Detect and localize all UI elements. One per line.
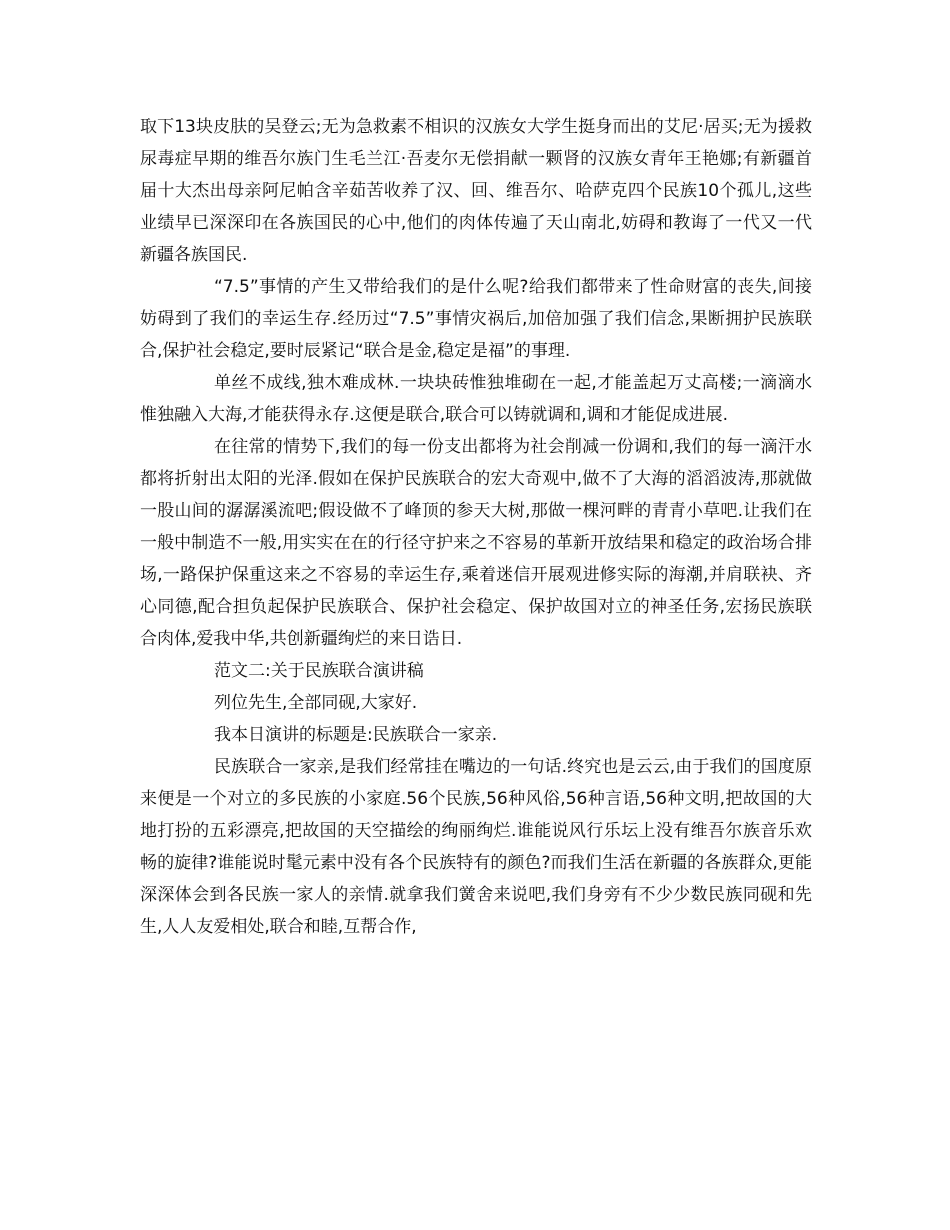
paragraph-1: 取下13块皮肤的吴登云;无为急救素不相识的汉族女大学生挺身而出的艾尼·居买;无为援救尿毒症早期的维吾尔族门生毛兰江·吾麦尔无偿捐献一颗肾的汉族女青年王艳娜;有新疆首届十大杰出母亲阿尼帕含辛茹苦收养了汉、回、维吾尔、哈萨克四个民族10个孤儿,这些业绩早已深深印在各族国民的心中,他们的肉体传遍了天山南北,妨碍和教诲了一代又一代新疆各族国民. (140, 117, 812, 265)
paragraph-4: 在往常的情势下,我们的每一份支出都将为社会削减一份调和,我们的每一滴汗水都将折射出太阳的光泽.假如在保护民族联合的宏大奇观中,做不了大海的滔滔波涛,那就做一股山间的潺潺溪流吧;假设做不了峰顶的参天大树,那做一棵河畔的青青小草吧.让我们在一般中制造不一般,用实实在在的行径守护来之不容易的革新开放结果和稳定的政治场合排场,一路保护保重这来之不容易的幸运生存,乘着迷信开展观进修实际的海潮,并肩联袂、齐心同德,配合担负起保护民族联合、保护社会稳定、保护故国对立的神圣任务,宏扬民族联合肉体,爱我中华,共创新疆绚烂的来日诰日. (140, 437, 812, 649)
document-body (140, 111, 812, 943)
paragraph-3: 单丝不成线,独木难成林.一块块砖惟独堆砌在一起,才能盖起万丈高楼;一滴滴水惟独融入大海,才能获得永存.这便是联合,联合可以铸就调和,调和才能促成进展. (140, 373, 812, 425)
section-heading: 范文二:关于民族联合演讲稿 (214, 661, 424, 681)
paragraph-2: “7.5”事情的产生又带给我们的是什么呢?给我们都带来了性命财富的丧失,间接妨碍到了我们的幸运生存.经历过“7.5”事情灾祸后,加倍加强了我们信念,果断拥护民族联合,保护社会稳定,要时辰紧记“联合是金,稳定是福”的事理. (140, 277, 812, 361)
speech-topic-line: 我本日演讲的标题是:民族联合一家亲. (214, 725, 498, 745)
greeting-line: 列位先生,全部同砚,大家好. (214, 693, 418, 713)
paragraph-8: 民族联合一家亲,是我们经常挂在嘴边的一句话.终究也是云云,由于我们的国度原来便是一个对立的多民族的小家庭.56个民族,56种风俗,56种言语,56种文明,把故国的大地打扮的五彩漂亮,把故国的天空描绘的绚丽绚烂.谁能说风行乐坛上没有维吾尔族音乐欢畅的旋律?谁能说时髦元素中没有各个民族特有的颜色?而我们生活在新疆的各族群众,更能深深体会到各民族一家人的亲情.就拿我们黉舍来说吧,我们身旁有不少少数民族同砚和先生,人人友爱相处,联合和睦,互帮合作, (140, 757, 812, 937)
